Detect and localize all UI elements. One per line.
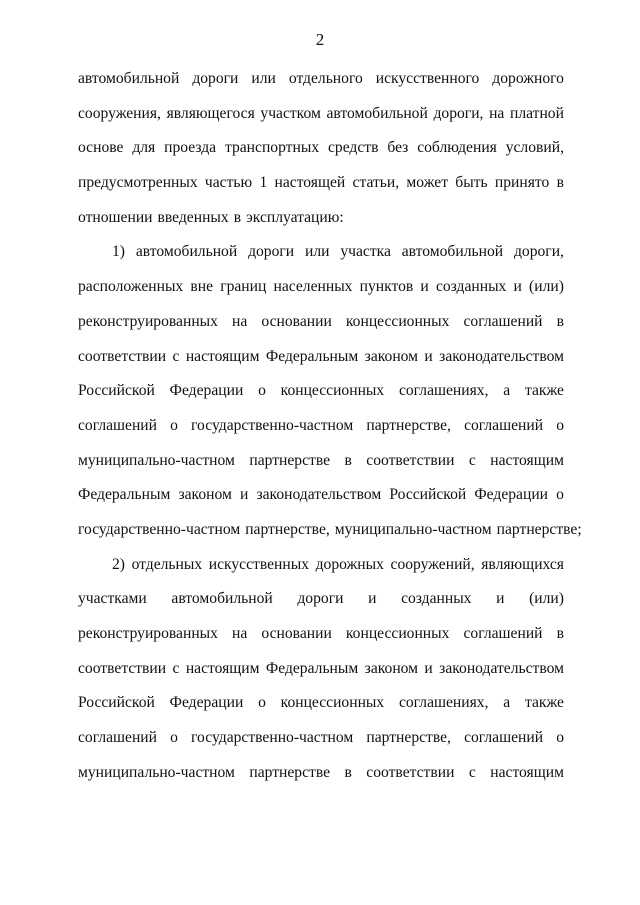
word: на bbox=[232, 625, 248, 642]
text-line bbox=[78, 692, 564, 727]
word: также bbox=[524, 694, 564, 712]
word: дороги bbox=[248, 243, 295, 261]
word: также bbox=[524, 382, 564, 400]
word: соглашений bbox=[464, 416, 544, 434]
word: партнерстве bbox=[249, 763, 331, 781]
text-line bbox=[78, 276, 564, 311]
word: концессионных bbox=[280, 694, 385, 712]
word: настоящим bbox=[490, 451, 564, 469]
word: участка bbox=[340, 243, 391, 261]
word: муниципально-частном bbox=[78, 763, 235, 781]
word: и bbox=[424, 659, 433, 677]
word: настоящим bbox=[185, 659, 260, 677]
text-line bbox=[78, 137, 564, 172]
word: Федеральным bbox=[265, 347, 359, 365]
word: для bbox=[132, 139, 156, 157]
word: в bbox=[556, 312, 564, 330]
word: законом bbox=[364, 347, 419, 365]
word: настоящим bbox=[490, 763, 564, 781]
word: соответствии bbox=[78, 347, 167, 365]
word: предусмотренных bbox=[78, 174, 198, 192]
word: реконструированных bbox=[78, 625, 218, 642]
word: законодательством bbox=[256, 486, 382, 504]
word: или bbox=[305, 243, 330, 261]
text-line bbox=[78, 68, 564, 103]
word: соответствии bbox=[366, 451, 455, 469]
word: партнерстве bbox=[249, 451, 331, 469]
word: созданных bbox=[435, 278, 507, 296]
word: о bbox=[258, 694, 266, 712]
word: частью bbox=[204, 174, 253, 192]
word: искусственного bbox=[375, 70, 480, 87]
word: автомобильной bbox=[401, 243, 504, 261]
word: отдельных bbox=[131, 555, 203, 573]
word: и bbox=[239, 486, 249, 504]
word: являющегося bbox=[166, 104, 255, 122]
word: партнерстве, bbox=[366, 729, 451, 747]
word: 1) bbox=[112, 243, 125, 261]
word: условий, bbox=[505, 139, 564, 157]
word: с bbox=[172, 347, 180, 365]
text-line bbox=[78, 311, 564, 346]
word: автомобильной bbox=[135, 243, 238, 261]
word: соглашениях, bbox=[398, 382, 489, 400]
word: о bbox=[556, 486, 564, 504]
word: о bbox=[258, 382, 266, 400]
page-number: 2 bbox=[315, 30, 325, 49]
text-line bbox=[78, 554, 564, 589]
word: дороги, bbox=[513, 243, 564, 261]
word: автомобильной bbox=[326, 104, 428, 122]
word: основе bbox=[78, 139, 124, 157]
word: населенных bbox=[273, 278, 353, 296]
word: может bbox=[406, 174, 449, 192]
word: законодательством bbox=[439, 347, 564, 365]
text-line bbox=[78, 241, 564, 276]
word: законом bbox=[364, 659, 419, 677]
word: соглашений bbox=[78, 416, 157, 434]
word: автомобильной bbox=[78, 70, 180, 87]
word: дороги bbox=[192, 70, 239, 87]
word: пунктов bbox=[359, 278, 414, 296]
text-line bbox=[78, 519, 582, 554]
word: участком bbox=[260, 104, 321, 122]
text-line bbox=[78, 658, 564, 693]
word: соблюдения bbox=[417, 139, 497, 157]
word: и bbox=[424, 347, 433, 365]
word: и bbox=[368, 590, 377, 608]
word: быть bbox=[455, 174, 488, 192]
word: 2) bbox=[112, 555, 125, 573]
word: с bbox=[468, 763, 476, 781]
word: законодательством bbox=[439, 659, 564, 677]
word: Федерации bbox=[169, 382, 244, 400]
word: вне bbox=[190, 278, 214, 296]
word: или bbox=[251, 70, 276, 87]
word: дороги bbox=[297, 590, 344, 608]
word: государственно-частном bbox=[191, 729, 354, 747]
word: партнерстве, bbox=[245, 520, 330, 538]
word: Федерации bbox=[169, 694, 244, 712]
word: Российской bbox=[78, 694, 155, 712]
word: муниципально-частном bbox=[78, 451, 235, 469]
text-line bbox=[78, 103, 564, 138]
word: введенных bbox=[157, 208, 229, 226]
word: расположенных bbox=[78, 278, 184, 296]
word: государственно-частном bbox=[78, 520, 241, 538]
document-body bbox=[78, 68, 582, 796]
word: 1 bbox=[259, 174, 268, 192]
word: дорожных bbox=[315, 555, 384, 573]
word: концессионных bbox=[345, 625, 450, 642]
word: о bbox=[556, 416, 564, 434]
word: о bbox=[170, 416, 178, 434]
word: на bbox=[232, 312, 248, 330]
word: партнерстве; bbox=[496, 520, 582, 538]
text-line bbox=[78, 588, 564, 623]
word: транспортных bbox=[224, 139, 320, 157]
text-line bbox=[78, 346, 564, 381]
word: (или) bbox=[529, 278, 564, 296]
word: в bbox=[344, 763, 352, 781]
text-line bbox=[78, 727, 564, 762]
word: в bbox=[233, 208, 242, 226]
word: в bbox=[556, 174, 564, 192]
word: автомобильной bbox=[171, 590, 273, 608]
word: являющихся bbox=[481, 555, 564, 573]
word: Федеральным bbox=[78, 486, 171, 504]
word: Российской bbox=[78, 382, 155, 400]
word: с bbox=[172, 659, 180, 677]
word: муниципально-частном bbox=[334, 520, 492, 538]
word: с bbox=[468, 451, 476, 469]
word: основании bbox=[261, 312, 332, 330]
word: соглашениях, bbox=[398, 694, 489, 712]
word: без bbox=[387, 139, 409, 157]
word: Федеральным bbox=[265, 659, 359, 677]
word: и bbox=[420, 278, 429, 296]
word: концессионных bbox=[345, 312, 450, 330]
word: принято bbox=[494, 174, 550, 192]
paragraph-intro bbox=[78, 68, 564, 241]
word: дорожного bbox=[492, 70, 564, 87]
word: на bbox=[489, 104, 505, 122]
word: Федерации bbox=[474, 486, 549, 504]
word: соглашений bbox=[463, 625, 543, 642]
word: границ bbox=[220, 278, 267, 296]
word: соответствии bbox=[366, 763, 455, 781]
word: соответствии bbox=[78, 659, 167, 677]
word: основании bbox=[261, 625, 332, 642]
word: о bbox=[170, 729, 178, 747]
word: статьи, bbox=[352, 174, 400, 192]
word: соглашений bbox=[464, 729, 544, 747]
word: в bbox=[556, 625, 564, 642]
word: (или) bbox=[529, 590, 564, 608]
word: средств bbox=[328, 139, 379, 157]
word: дороги, bbox=[433, 104, 484, 122]
paragraph-item-1 bbox=[78, 241, 582, 553]
text-line bbox=[78, 450, 564, 485]
word: соглашений bbox=[463, 312, 543, 330]
word: эксплуатацию: bbox=[246, 208, 344, 226]
word: созданных bbox=[401, 590, 472, 608]
text-line bbox=[78, 207, 564, 242]
word: сооружения, bbox=[78, 104, 161, 122]
word: настоящим bbox=[185, 347, 260, 365]
word: искусственных bbox=[208, 555, 309, 573]
word: и bbox=[513, 278, 522, 296]
word: а bbox=[503, 694, 511, 712]
word: настоящей bbox=[274, 174, 346, 192]
text-line bbox=[78, 415, 564, 450]
word: Российской bbox=[389, 486, 467, 504]
word: реконструированных bbox=[78, 312, 218, 330]
word: проезда bbox=[164, 139, 217, 157]
word: а bbox=[503, 382, 511, 400]
text-line bbox=[78, 762, 564, 797]
word: отношении bbox=[78, 208, 153, 226]
word: платной bbox=[510, 104, 564, 122]
word: в bbox=[344, 451, 352, 469]
text-line bbox=[78, 380, 564, 415]
word: о bbox=[556, 729, 564, 747]
word: законом bbox=[178, 486, 232, 504]
word: концессионных bbox=[280, 382, 385, 400]
word: отдельного bbox=[288, 70, 363, 87]
word: сооружений, bbox=[390, 555, 475, 573]
word: и bbox=[496, 590, 505, 608]
text-line bbox=[78, 484, 564, 519]
text-line bbox=[78, 623, 564, 658]
text-line bbox=[78, 172, 564, 207]
word: партнерстве, bbox=[366, 416, 451, 434]
word: соглашений bbox=[78, 729, 157, 747]
word: государственно-частном bbox=[191, 416, 354, 434]
word: участками bbox=[78, 590, 147, 608]
paragraph-item-2 bbox=[78, 554, 564, 797]
